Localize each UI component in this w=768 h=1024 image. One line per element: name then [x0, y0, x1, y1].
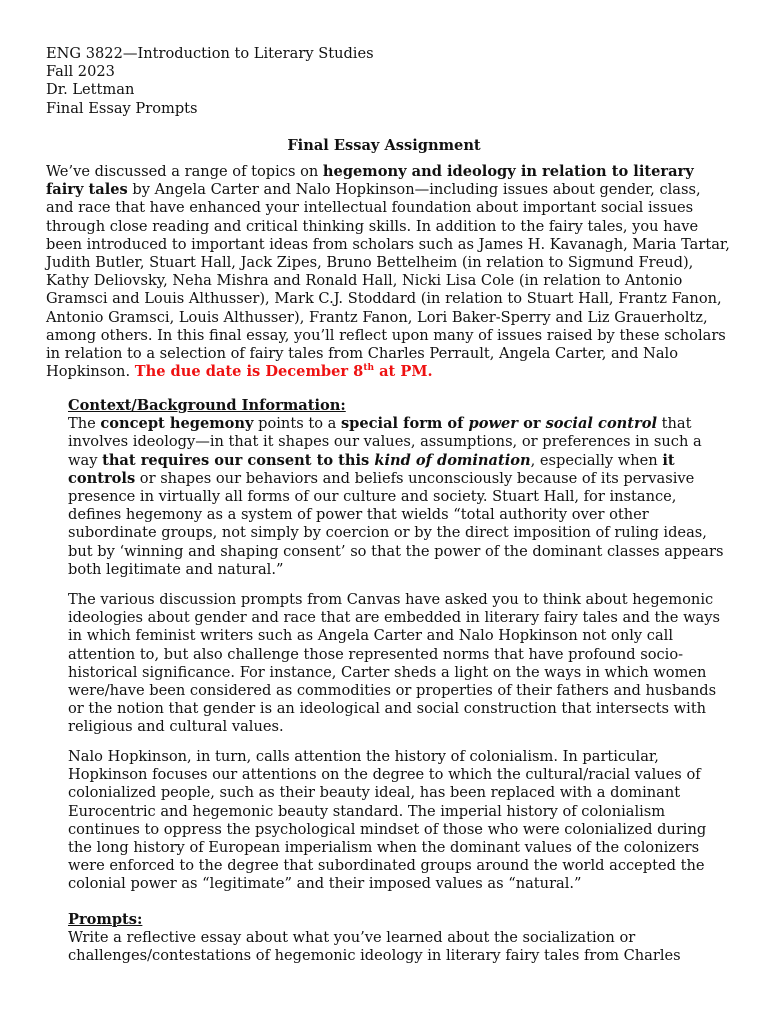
prompts-section: [68, 911, 730, 966]
colonialism-paragraph: Nalo Hopkinson, in turn, calls attention the history of colonialism. In particular, Hopkinson focuses our attentions on the degree to which the cultural/racial values of colonialized people, such as their beauty ideal, has been replaced with a dominant Eurocentric and hegemonic beauty standard. The imperial history of colonialism continues to oppress the psychological mindset of those who were colonialized during the long history of European imperialism when the dominant values of the colonizers were enforced to the degree that subordinated groups around the world accepted the colonial power as “legitimate” and their imposed values as “natural.”: [68, 748, 707, 893]
context-bold-5: it controls: [68, 451, 675, 487]
context-section: [68, 397, 730, 579]
course-line: ENG 3822—Introduction to Literary Studies: [46, 45, 374, 62]
document-type-line: Final Essay Prompts: [46, 99, 198, 117]
context-bold-italic-social-control: social control: [545, 415, 657, 433]
context-bold-italic-domination: kind of domination: [374, 451, 531, 469]
context-text-5: or shapes our behaviors and beliefs unconsciously because of its pervasive presence in virtually all forms of our culture and society. Stuart Hall, for instance, defines hegemony as a system of power that wields “total authority over other subordinate groups, not simply by coercion or by the direct imposition of ruling ideas, but by ‘winning and shaping consent’ so that the power of the dominant classes appears both legitimate and natural.”: [68, 469, 724, 578]
intro-bold-topic: hegemony and ideology in relation to literary fairy tales: [46, 163, 694, 199]
context-bold-2: special form of: [340, 415, 469, 433]
prompts-heading: Prompts:: [68, 911, 143, 928]
discussion-paragraph: The various discussion prompts from Canvas have asked you to think about hegemonic ideologies about gender and race that are embedded in literary fairy tales and the ways in which feminist writers such as Angela Carter and Nalo Hopkinson not only call attention to, but also challenge those represented norms that have profound socio-historical significance. For instance, Carter sheds a light on the ways in which women were/have been considered as commodities or properties of their fathers and husbands or the notion that gender is an ideological and social construction that intersects with religious and cultural values.: [68, 591, 720, 736]
context-text-4: , especially when: [530, 451, 663, 469]
document-header: [46, 45, 374, 118]
context-text-1: The: [68, 415, 101, 433]
context-text-3: that involves ideology—in that it shapes our values, assumptions, or preferences in such a way: [68, 415, 702, 469]
context-bold-italic-power: power: [468, 415, 518, 433]
intro-text-2: by Angela Carter and Nalo Hopkinson—including issues about gender, class, and race that have enhanced your intellectual foundation about important social issues through close reading and critical thinking skills. In addition to the fairy tales, you have been introduced to important ideas from scholars such as James H. Kavanagh, Maria Tartar, Judith Butler, Stuart Hall, Jack Zipes, Bruno Bettelheim (in relation to Sigmund Freud), Kathy Deliovsky, Neha Mishra and Ronald Hall, Nicki Lisa Cole (in relation to Antonio Gramsci and Louis Althusser), Mark C.J. Stoddard (in relation to Stuart Hall, Frantz Fanon, Antonio Gramsci, Louis Althusser), Frantz Fanon, Lori Baker-Sperry and Liz Grauerholtz, among others. In this final essay, you’ll reflect upon many of issues raised by these scholars in relation to a selection of fairy tales from Charles Perrault, Angela Carter, and Nalo Hopkinson.: [46, 181, 730, 381]
context-heading: Context/Background Information:: [68, 397, 346, 414]
intro-text-1: We’ve discussed a range of topics on: [46, 163, 323, 180]
context-bold-1: concept hegemony: [100, 415, 254, 433]
context-bold-4: that requires our consent to this: [102, 451, 375, 469]
prompts-text: Write a reflective essay about what you’ve learned about the socialization or challenges/contestations of hegemonic ideology in literary fairy tales from Charles: [68, 929, 681, 965]
context-bold-3: or: [518, 415, 546, 433]
instructor-line: Dr. Lettman: [46, 81, 135, 99]
due-date-notice: [135, 363, 433, 380]
intro-paragraph: [46, 163, 731, 381]
context-paragraph: [68, 415, 730, 579]
due-date-suffix: th: [363, 363, 375, 374]
assignment-title: Final Essay Assignment: [287, 137, 481, 154]
due-date-text: The due date is December 8: [134, 363, 364, 381]
due-date-end: at PM.: [374, 363, 433, 381]
context-text-2: points to a: [253, 415, 341, 433]
term-line: Fall 2023: [46, 63, 115, 81]
